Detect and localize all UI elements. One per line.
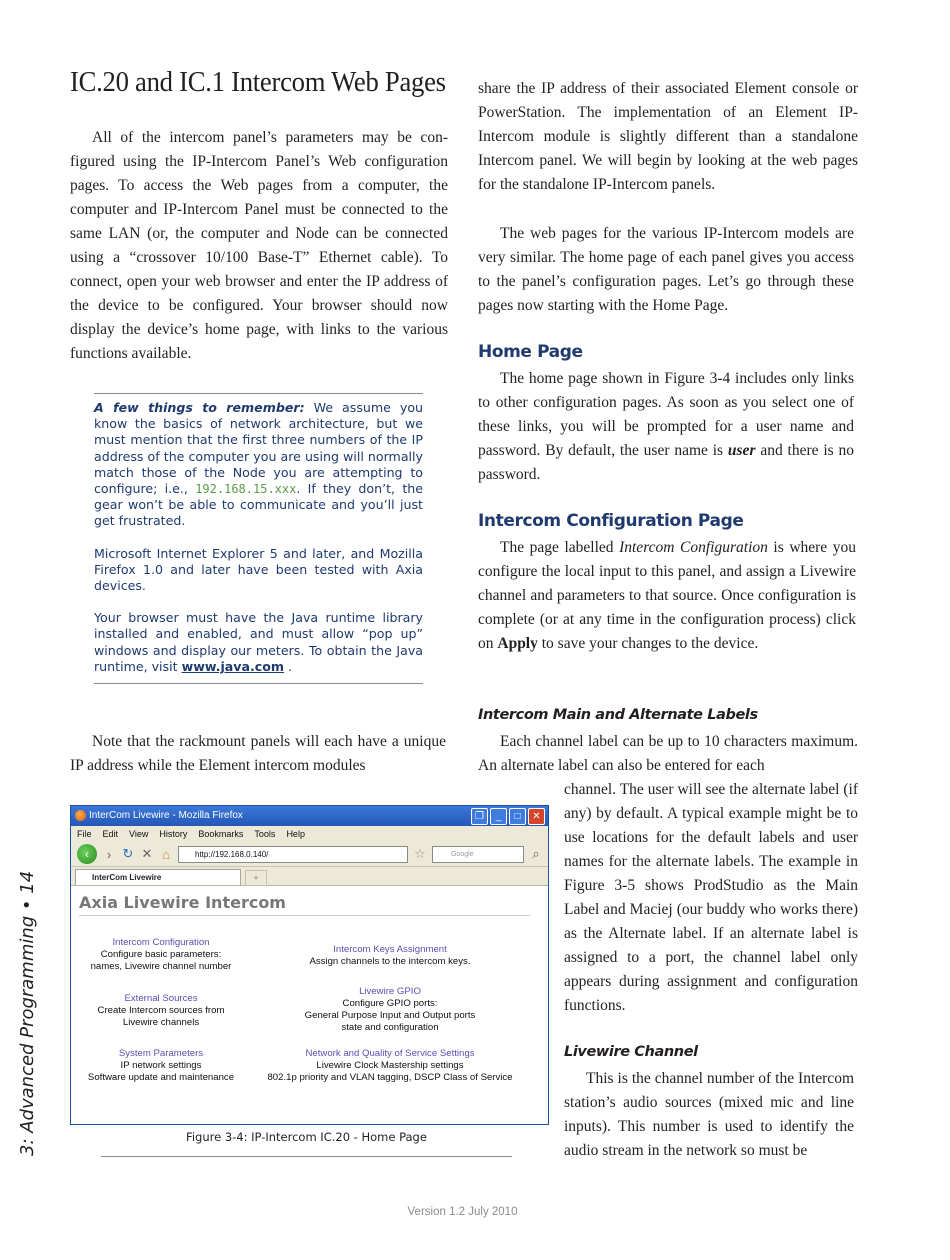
caption-rule bbox=[101, 1156, 512, 1157]
web-page-heading: Axia Livewire Intercom bbox=[79, 893, 286, 912]
forward-icon[interactable]: › bbox=[106, 846, 112, 862]
config-text: to save your changes to the device. bbox=[537, 635, 759, 652]
note-text: Your browser must have the Java runtime library installed and enabled, and must allow “pop up” windows and display our meters. To obtain the Java runtime, visit bbox=[94, 610, 423, 674]
link-network-qos[interactable] bbox=[247, 1048, 533, 1084]
search-icon[interactable]: ⌕ bbox=[532, 846, 540, 861]
tab-bar bbox=[71, 867, 548, 886]
ip-example: 192.168.15.xxx bbox=[195, 482, 297, 497]
menu-bar bbox=[71, 826, 548, 842]
url-bar[interactable] bbox=[178, 846, 408, 863]
link-intercom-configuration[interactable] bbox=[73, 937, 249, 973]
apply-label: Apply bbox=[497, 635, 538, 652]
minimize-icon[interactable]: _ bbox=[490, 808, 507, 825]
firefox-icon bbox=[75, 810, 86, 821]
intercom-config-paragraph bbox=[478, 536, 856, 656]
link-title[interactable]: Network and Quality of Service Settings bbox=[305, 1048, 475, 1059]
link-desc: names, Livewire channel number bbox=[90, 961, 232, 972]
link-title[interactable]: System Parameters bbox=[118, 1048, 204, 1059]
link-external-sources[interactable] bbox=[73, 993, 249, 1029]
link-desc: Livewire channels bbox=[122, 1017, 200, 1028]
link-livewire-gpio[interactable] bbox=[277, 986, 503, 1034]
maximize-icon[interactable]: □ bbox=[509, 808, 526, 825]
link-title[interactable]: Intercom Keys Assignment bbox=[333, 944, 447, 955]
link-desc: IP network settings bbox=[120, 1060, 202, 1071]
link-intercom-keys[interactable] bbox=[277, 944, 503, 968]
version-footer: Version 1.2 July 2010 bbox=[407, 1206, 518, 1218]
home-text: and there is no password. bbox=[478, 442, 854, 483]
share-paragraph: share the IP address of their associated Element console or PowerStation. The implementation of an Element IP-Intercom module is slightly different than a standalone Intercom panel. We will begin by looking at the web pages for the standalone IP-Intercom panels. bbox=[478, 80, 858, 193]
menu-edit[interactable]: Edit bbox=[102, 829, 119, 839]
intercom-config-heading: Intercom Configuration Page bbox=[478, 511, 744, 531]
menu-history[interactable]: History bbox=[159, 829, 188, 839]
link-title[interactable]: Intercom Configuration bbox=[112, 937, 210, 948]
new-tab-button[interactable]: + bbox=[245, 870, 267, 886]
window-title: InterCom Livewire - Mozilla Firefox bbox=[89, 810, 243, 821]
link-desc: Configure basic parameters: bbox=[100, 949, 222, 960]
stop-icon[interactable]: ✕ bbox=[141, 846, 153, 861]
livewire-channel-heading: Livewire Channel bbox=[564, 1044, 698, 1060]
menu-file[interactable]: File bbox=[77, 829, 92, 839]
livewire-channel-paragraph: This is the channel number of the Intercom station’s audio sources (mixed mic and line inputs). This number is used to identify the audio stream in the network so must be bbox=[564, 1070, 854, 1159]
rackmount-paragraph: Note that the rackmount panels will each have a unique IP address while the Element intercom modules bbox=[70, 733, 446, 774]
note-text: We assume you know the basics of network architecture, but we must mention that the first three numbers of the IP address of the computer you are using will normally match those of the Node you are attempting to configure; i.e., bbox=[94, 400, 424, 497]
link-desc: Create Intercom sources from bbox=[97, 1005, 225, 1016]
close-icon[interactable]: ✕ bbox=[528, 808, 545, 825]
menu-bookmarks[interactable]: Bookmarks bbox=[198, 829, 244, 839]
link-desc: Assign channels to the intercom keys. bbox=[309, 956, 471, 967]
back-icon[interactable]: ‹ bbox=[77, 844, 97, 864]
labels-paragraph-top: Each channel label can be up to 10 characters maximum. An alternate label can also be entered for each bbox=[478, 733, 858, 774]
note-paragraph-3 bbox=[94, 610, 423, 675]
config-text: The page labelled bbox=[500, 539, 620, 556]
navigation-toolbar bbox=[71, 842, 548, 867]
window-controls bbox=[471, 808, 545, 825]
note-lead: A few things to remember: bbox=[94, 400, 305, 415]
menu-view[interactable]: View bbox=[129, 829, 149, 839]
window-titlebar bbox=[71, 806, 548, 826]
link-desc: Livewire Clock Mastership settings bbox=[316, 1060, 464, 1071]
java-link[interactable]: www.java.com bbox=[181, 658, 284, 674]
chapter-sidebar: 3: Advanced Programming • 14 bbox=[17, 870, 38, 1156]
heading-rule bbox=[79, 915, 530, 916]
page-title: IC.20 and IC.1 Intercom Web Pages bbox=[70, 66, 446, 98]
home-icon[interactable]: ⌂ bbox=[162, 846, 170, 862]
tab-intercom-livewire[interactable]: InterCom Livewire bbox=[75, 869, 241, 885]
note-paragraph-1 bbox=[94, 400, 423, 530]
bookmark-star-icon[interactable]: ☆ bbox=[414, 846, 426, 861]
menu-help[interactable]: Help bbox=[286, 829, 305, 839]
intro-paragraph: All of the intercom panel’s parameters may be configured using the IP-Intercom Panel’s Web configuration pages. To access the Web pages from a computer, the computer and IP-Intercom Panel must be connected to the same LAN (or, the computer and Node can be connected using a “crossover 10/100 Base-T” Ethernet cable). To connect, open your web browser and enter the IP address of the device to be configured. Your browser should now display the device’s home page, with links to the various functions available. bbox=[70, 129, 448, 362]
labels-paragraph-bottom: channel. The user will see the alternate label (if any) by default. A typical example might be to use locations for the default labels and user names for the alternate labels. The example in Figure 3-5 shows ProdStudio as the Main Label and Maciej (our buddy who works there) as the Alternate label. If an alternate label is assigned to a port, the channel label only appears during assignment and configuration functions. bbox=[564, 781, 858, 1014]
link-title[interactable]: Livewire GPIO bbox=[359, 986, 421, 997]
note-text: . bbox=[284, 658, 293, 674]
link-title[interactable]: External Sources bbox=[124, 993, 198, 1004]
similar-paragraph: The web pages for the various IP-Intercom models are very similar. The home page of each panel gives you access to the panel’s configuration pages. Let’s go through these pages now starting with the Home Page. bbox=[478, 225, 854, 314]
note-paragraph-2: Microsoft Internet Explorer 5 and later, and Mozilla Firefox 1.0 and later have been tested with Axia devices. bbox=[94, 545, 423, 594]
home-page-heading: Home Page bbox=[478, 342, 583, 362]
home-text: The home page shown in Figure 3-4 includes only links to other configuration pages. As soon as you select one of these links, you will be prompted for a user name and password. By default, the user name is bbox=[478, 370, 854, 459]
url-text: http://192.168.0.140/ bbox=[195, 849, 269, 859]
note-text: . If they don’t, the gear won’t be able to communicate and you’ll just get frustrated. bbox=[94, 481, 423, 529]
browser-screenshot bbox=[70, 805, 549, 1125]
link-desc: 802.1p priority and VLAN tagging, DSCP Class of Service bbox=[267, 1072, 513, 1083]
default-user: user bbox=[727, 442, 756, 459]
link-desc: state and configuration bbox=[341, 1022, 439, 1033]
note-box bbox=[94, 393, 423, 684]
link-desc: Configure GPIO ports: bbox=[342, 998, 438, 1009]
labels-heading: Intercom Main and Alternate Labels bbox=[478, 707, 758, 723]
link-desc: Software update and maintenance bbox=[87, 1072, 235, 1083]
link-system-parameters[interactable] bbox=[73, 1048, 249, 1084]
config-text: is where you configure the local input to this panel, and assign a Livewire channel and parameters to that source. Once configuration is complete (or at any time in the configuration process) click on bbox=[478, 539, 856, 652]
figure-caption: Figure 3-4: IP-Intercom IC.20 - Home Page bbox=[186, 1130, 427, 1144]
home-page-paragraph bbox=[478, 367, 854, 487]
link-desc: General Purpose Input and Output ports bbox=[304, 1010, 476, 1021]
reload-icon[interactable]: ↻ bbox=[122, 846, 134, 861]
menu-tools[interactable]: Tools bbox=[254, 829, 276, 839]
config-page-name: Intercom Configuration bbox=[619, 539, 768, 556]
restore-icon[interactable]: ❐ bbox=[471, 808, 488, 825]
search-input[interactable]: Google bbox=[432, 846, 524, 863]
